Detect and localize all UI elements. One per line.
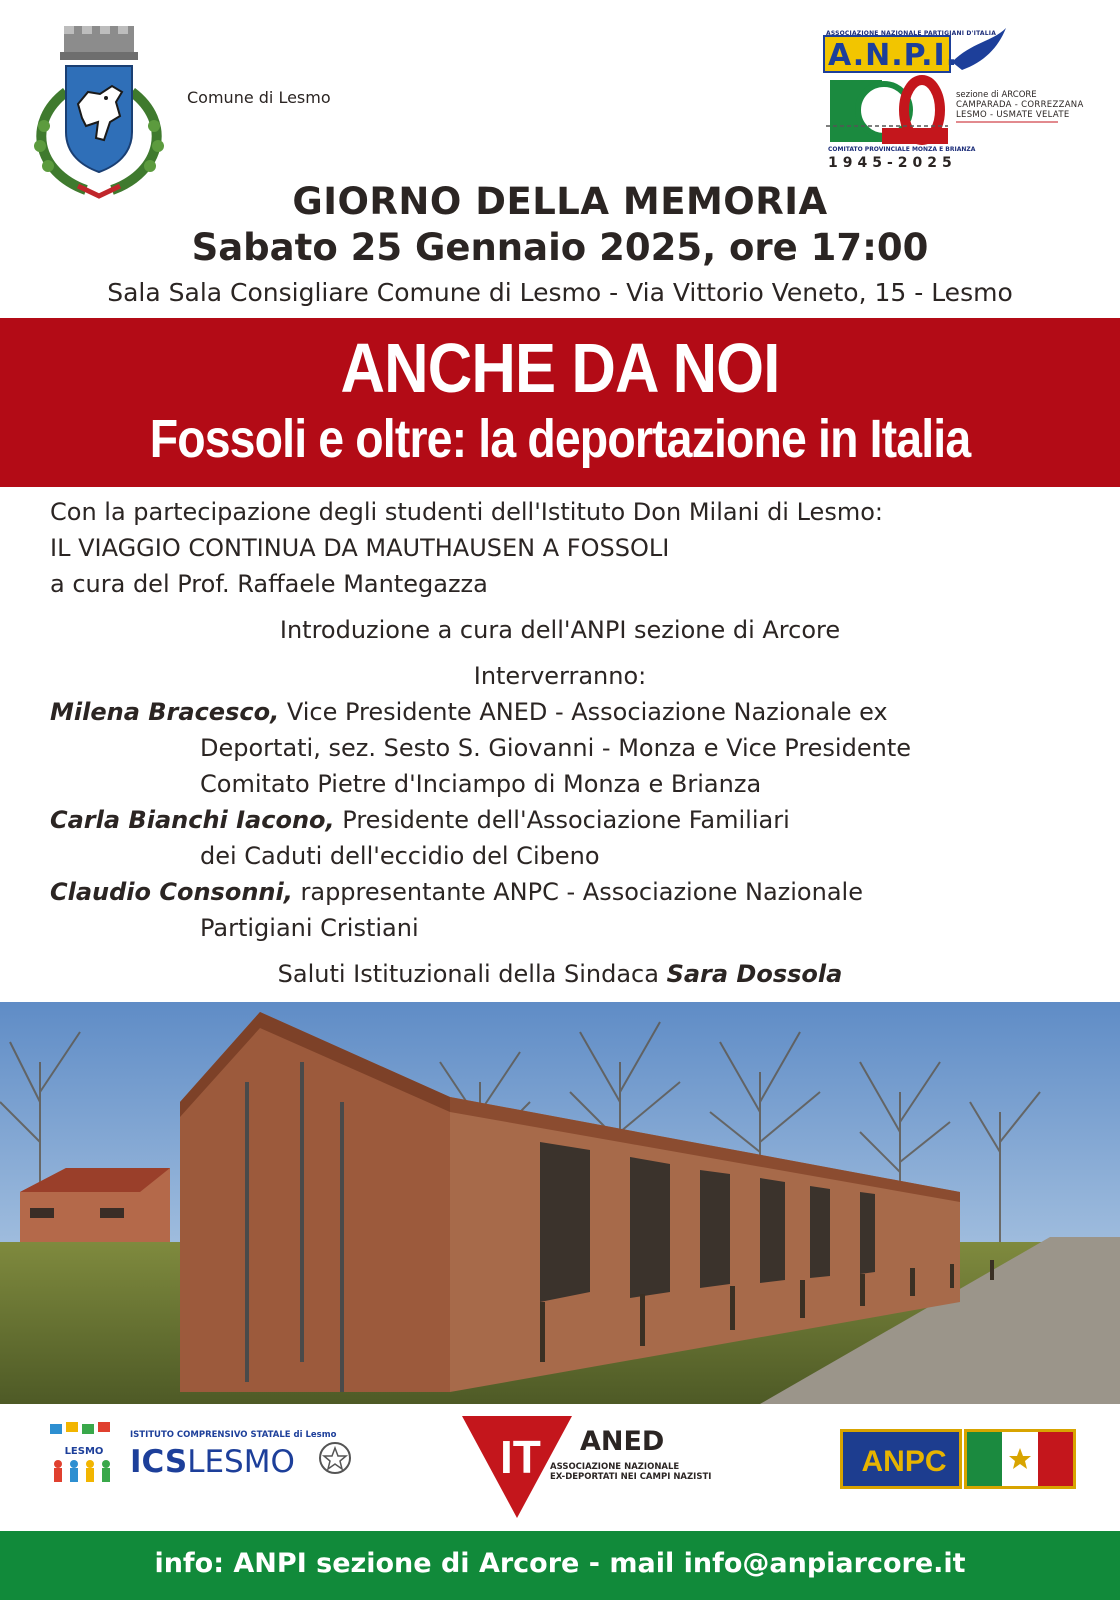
- speakers-heading: Interverranno:: [473, 662, 647, 690]
- speaker-entry: [50, 694, 888, 730]
- anpc-badge: [840, 1429, 962, 1489]
- title-banner: [0, 318, 1120, 487]
- anpi-section-line: CAMPARADA - CORREZZANA: [956, 100, 1084, 110]
- ics-lesmo-logo: [48, 1420, 368, 1490]
- barracks-ruins-image: [0, 1002, 1120, 1404]
- event-venue: Sala Sala Consigliare Comune di Lesmo - Via Vittorio Veneto, 15 - Lesmo: [107, 278, 1013, 307]
- italian-flag-icon: [964, 1429, 1076, 1489]
- ics-wordmark: [130, 1444, 295, 1480]
- speaker-role-continued: dei Caduti dell'eccidio del Cibeno: [200, 842, 600, 870]
- greetings-prefix: Saluti Istituzionali della Sindaca: [277, 960, 667, 988]
- participation-line: Con la partecipazione degli studenti dell'Istituto Don Milani di Lesmo:: [50, 498, 883, 526]
- anpc-name: ANPC: [861, 1445, 947, 1478]
- anpc-logo: [840, 1429, 1076, 1489]
- comune-di-lesmo-crest: [26, 22, 176, 202]
- speaker-entry: [50, 874, 863, 910]
- anpi-years: 1945-2025: [828, 155, 957, 171]
- crest-emblem-icon: [26, 22, 176, 202]
- ics-institute-label: ISTITUTO COMPRENSIVO STATALE di Lesmo: [130, 1430, 337, 1440]
- greetings-line: [0, 956, 1120, 992]
- star-icon: [1002, 1432, 1038, 1486]
- aned-mark: IT: [500, 1431, 541, 1483]
- footer-contact: info: ANPI sezione di Arcore - mail info@anpiarcore.it: [154, 1548, 966, 1579]
- ics-wordmark-bold: ICS: [130, 1444, 188, 1480]
- participation-line: IL VIAGGIO CONTINUA DA MAUTHAUSEN A FOSSOLI: [50, 534, 670, 562]
- republic-emblem-icon: [318, 1440, 352, 1478]
- anpi-section-line: sezione di ARCORE: [956, 90, 1037, 100]
- speaker-role: Vice Presidente ANED - Associazione Nazionale ex: [279, 698, 888, 726]
- info-footer: [0, 1531, 1120, 1600]
- speaker-role-continued: Partigiani Cristiani: [200, 914, 419, 942]
- aned-logo: [462, 1414, 722, 1522]
- comune-label: Comune di Lesmo: [187, 88, 331, 107]
- anpi-association-name: ASSOCIAZIONE NAZIONALE PARTIGIANI D'ITALIA: [826, 30, 997, 37]
- anpi-committee: COMITATO PROVINCIALE MONZA E BRIANZA: [828, 146, 976, 153]
- event-date: Sabato 25 Gennaio 2025, ore 17:00: [191, 226, 929, 269]
- anpi-wordmark: A.N.P.I.: [828, 38, 959, 73]
- speaker-name: Claudio Consonni,: [50, 878, 293, 906]
- anpi-80-logo: [822, 22, 1084, 174]
- speaker-role-continued: Comitato Pietre d'Inciampo di Monza e Brianza: [200, 770, 762, 798]
- aned-subtitle: ASSOCIAZIONE NAZIONALE: [550, 1462, 680, 1472]
- speaker-role: Presidente dell'Associazione Familiari: [334, 806, 790, 834]
- speaker-role-continued: Deportati, sez. Sesto S. Giovanni - Monza e Vice Presidente: [200, 734, 911, 762]
- banner-title: ANCHE DA NOI: [340, 329, 780, 407]
- participation-line: a cura del Prof. Raffaele Mantegazza: [50, 570, 488, 598]
- mayor-name: Sara Dossola: [666, 960, 843, 988]
- speaker-role: rappresentante ANPC - Associazione Nazionale: [292, 878, 863, 906]
- children-drawing-icon: [48, 1420, 120, 1490]
- ics-child-label: LESMO: [64, 1446, 104, 1457]
- anpi-section-line: LESMO - USMATE VELATE: [956, 110, 1070, 120]
- introduction-line: Introduzione a cura dell'ANPI sezione di Arcore: [279, 616, 841, 644]
- aned-name: ANED: [580, 1426, 665, 1457]
- speaker-entry: [50, 802, 790, 838]
- speaker-name: Milena Bracesco,: [50, 698, 280, 726]
- banner-subtitle: Fossoli e oltre: la deportazione in Italia: [149, 409, 971, 469]
- fossoli-camp-photo: [0, 1002, 1120, 1404]
- aned-subtitle: EX-DEPORTATI NEI CAMPI NAZISTI: [550, 1472, 712, 1482]
- event-title: GIORNO DELLA MEMORIA: [292, 180, 828, 223]
- speaker-name: Carla Bianchi Iacono,: [50, 806, 335, 834]
- ics-wordmark-rest: LESMO: [187, 1444, 295, 1480]
